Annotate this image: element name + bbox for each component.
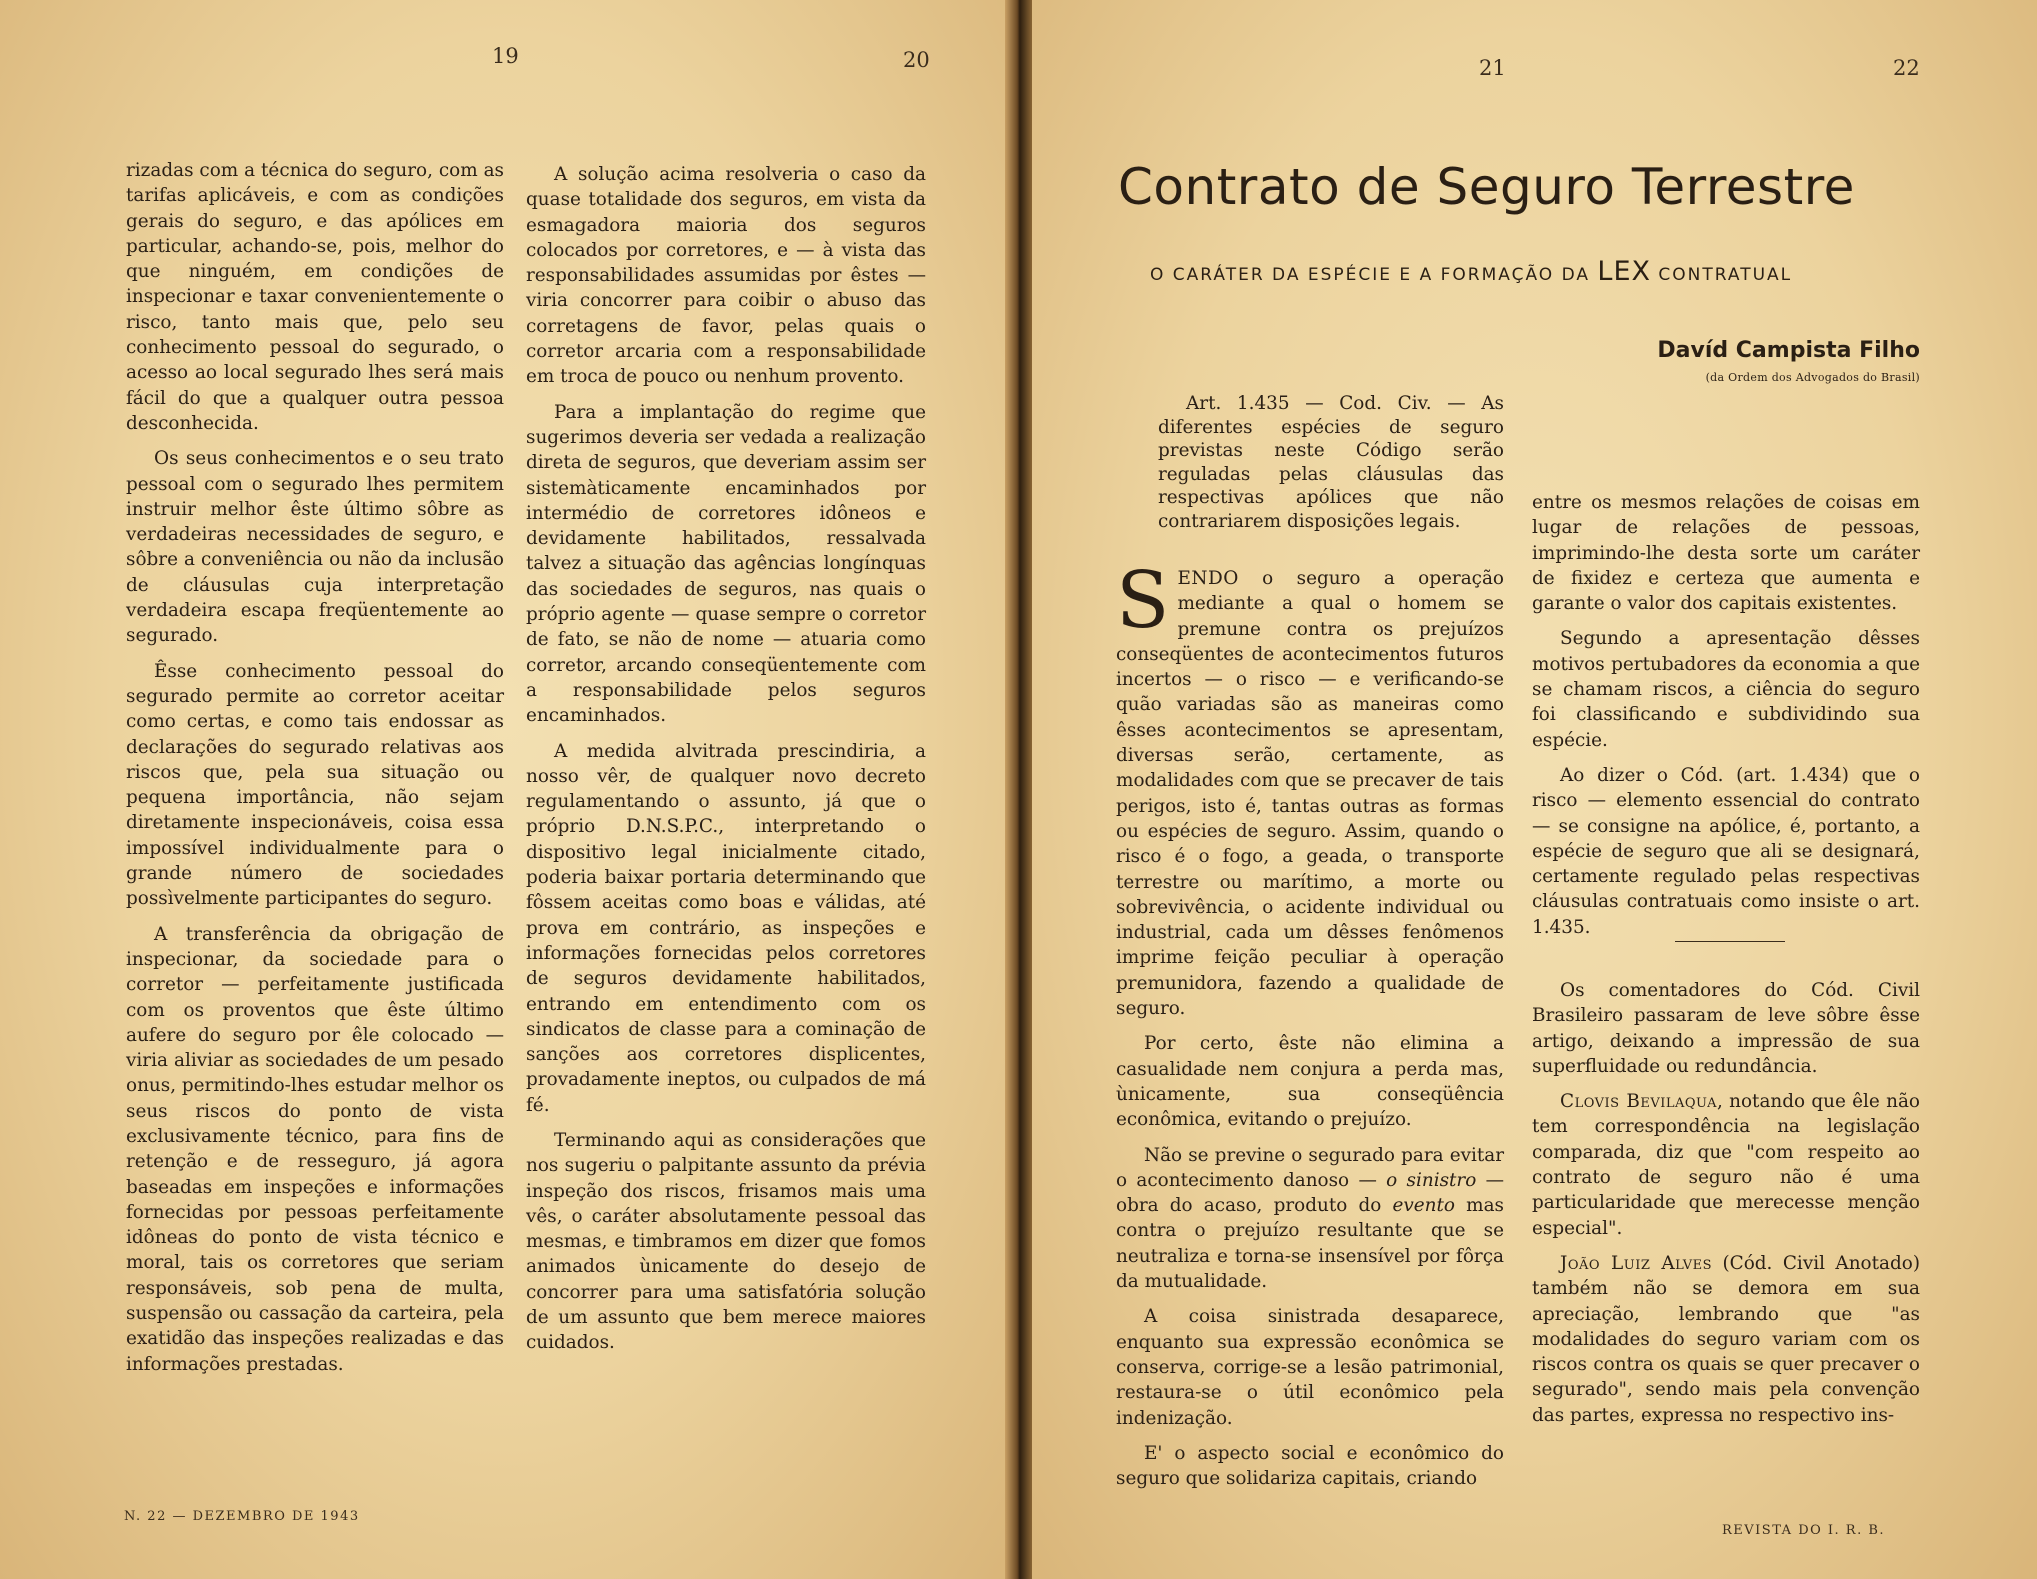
page-22-column-bottom [1532, 978, 1920, 1438]
paragraph [1116, 556, 1504, 1021]
author-affiliation: (da Ordem dos Advogados do Brasil) [1705, 371, 1920, 384]
author-name: João Luiz Alves [1560, 1252, 1712, 1274]
italic-term: evento [1392, 1195, 1455, 1217]
italic-term: o sinistro [1386, 1169, 1477, 1191]
footer-issue: N. 22 — DEZEMBRO DE 1943 [124, 1509, 360, 1524]
page-number-22: 22 [1893, 56, 1920, 80]
paragraph: Segundo a apresentação dêsses motivos pertubadores da economia a que se chamam riscos, a ciência do seguro foi classificando e subdividindo sua espécie. [1532, 628, 1920, 751]
small-caps-lead: ENDO [1177, 568, 1239, 589]
page-number-20: 20 [903, 48, 930, 72]
page-number-19: 19 [492, 44, 519, 68]
paragraph: Ao dizer o Cód. (art. 1.434) que o risco — elemento essencial do contrato — se consigne na apólice, é, portanto, a espécie de seguro que ali se designará, certamente regulado pelas respectivas cláusulas contratuais como insiste o art. 1.435. [1532, 764, 1920, 938]
section-divider [1675, 941, 1785, 942]
page-20-column [526, 162, 926, 1366]
subtitle-text: O CARÁTER DA ESPÉCIE E A FORMAÇÃO DA [1150, 265, 1590, 285]
subtitle-text-end: CONTRATUAL [1658, 265, 1793, 285]
paragraph-text: , notando que êle não tem correspondência na legislação comparada, diz que "com respeito ao contrato de seguro não é uma particularidade que merecesse menção especial". [1532, 1091, 1920, 1239]
paragraph: Terminando aqui as considerações que nos sugeriu o palpitante assunto da prévia inspeção dos riscos, frisamos mais uma vês, o caráter absolutamente pessoal das mesmas, e timbramos em dizer que fomos animados ùnicamente do desejo de concorrer para uma satisfatória solução de um assunto que bem merece maiores cuidados. [526, 1129, 926, 1354]
paragraph: A coisa sinistrada desaparece, enquanto sua expressão econômica se conserva, corrige-se a lesão patrimonial, restaura-se o útil econômico pela indenização. [1116, 1306, 1504, 1429]
book-spine [1005, 0, 1032, 1579]
paragraph: E' o aspecto social e econômico do seguro que solidariza capitais, criando [1116, 1442, 1504, 1490]
drop-cap: S [1116, 556, 1170, 646]
paragraph-text: Não se previne o segurado para evitar o acontecimento danoso — [1116, 1144, 1504, 1191]
epigraph-text: Art. 1.435 — Cod. Civ. — As diferentes espécies de seguro previstas neste Código serão reguladas pelas cláusulas das respectivas apólices que não contrariarem disposições legais. [1158, 393, 1504, 532]
paragraph: entre os mesmos relações de coisas em lugar de relações de pessoas, imprimindo-lhe desta sorte um caráter de fixidez e certeza que aumenta e garante o valor dos capitais existentes. [1532, 492, 1920, 615]
paragraph-text: — obra do acaso, produto do [1116, 1169, 1504, 1217]
paragraph-text: o seguro a operação mediante a qual o homem se premune contra os prejuízos conseqüentes de acontecimentos futuros incertos — o risco — e verificando-se quão variadas são as maneiras como êsses acontecimentos se apresentam, diversas serão, certamente, as modalidades com que se precaver de tais perigos, isto é, tantas outras as formas ou espécies de seguro. Assim, quando o risco é o fogo, a geada, o transporte terrestre ou marítimo, a morte ou sobrevivência, o acidente individual ou industrial, cada um dêsses fenômenos imprime feição peculiar à operação premunidora, fazendo a qualidade de seguro. [1116, 568, 1504, 1020]
page-19-column [126, 158, 504, 1387]
paragraph: A transferência da obrigação de inspecionar, da sociedade para o corretor — perfeitamente justificada com os proventos que êste último aufere do seguro por êle colocado — viria aliviar as sociedades de um pesado onus, permitindo-lhes estudar melhor os seus riscos do ponto de vista exclusivamente técnico, para fins de retenção e de resseguro, já agora baseadas em inspeções e informações fornecidas por pessoas perfeitamente idôneas do ponto de vista técnico e moral, tais os corretores que seriam responsáveis, sob pena de multa, suspensão ou cassação da carteira, pela exatidão das inspeções realizadas e das informações prestadas. [126, 923, 504, 1375]
paragraph: A solução acima resolveria o caso da quase totalidade dos seguros, em vista da esmagadora maioria dos seguros colocados por corretores, e — à vista das responsabilidades assumidas por êstes — viria concorrer para coibir o abuso das corretagens de favor, pelas quais o corretor arcaria com a responsabilidade em troca de pouco ou nenhum provento. [526, 164, 926, 388]
paragraph: Os comentadores do Cód. Civil Brasileiro passaram de leve sôbre êsse artigo, deixando a impressão de sua superfluidade ou redundância. [1532, 980, 1920, 1077]
epigraph [1158, 392, 1504, 533]
paragraph [1532, 1089, 1920, 1241]
footer-journal: REVISTA DO I. R. B. [1722, 1523, 1886, 1538]
paragraph [1532, 1251, 1920, 1428]
paragraph: rizadas com a técnica do seguro, com as tarifas aplicáveis, e com as condições gerais do seguro, e das apólices em particular, achando-se, pois, melhor do que ninguém, em condições de inspecionar e taxar convenientemente o risco, tanto mais que, pelo seu conhecimento pessoal do segurado, o acesso ao local segurado lhes será mais fácil do que a qualquer outra pessoa desconhecida. [126, 160, 504, 434]
subtitle-lex: LEX [1597, 256, 1652, 287]
paragraph-text: mas contra o prejuízo resultante que se neutraliza e torna-se insensível por fôrça da mutualidade. [1116, 1195, 1504, 1293]
article-title: Contrato de Seguro Terrestre [1118, 158, 1855, 216]
author-name: Clovis Bevilaqua [1560, 1091, 1717, 1113]
paragraph: Êsse conhecimento pessoal do segurado permite ao corretor aceitar como certas, e como tais endossar as declarações do segurado relativas aos riscos que, pela sua situação ou pequena importância, não sejam diretamente inspecionáveis, coisa essa impossível individualmente para o grande número de sociedades possìvelmente participantes do seguro. [126, 660, 504, 910]
paragraph: Por certo, êste não elimina a casualidade nem conjura a perda mas, ùnicamente, sua conseqüência econômica, evitando o prejuízo. [1116, 1033, 1504, 1131]
page-22-column-top [1532, 490, 1920, 950]
article-subtitle [1150, 256, 1890, 287]
article-author: Davíd Campista Filho [1657, 338, 1920, 363]
paragraph-text: (Cód. Civil Anotado) também não se demora em sua apreciação, lembrando que "as modalidades do seguro variam com os riscos contra os quais se quer precaver o segurado", sendo mais pela convenção das partes, expressa no respectivo ins- [1532, 1252, 1920, 1426]
paragraph: Para a implantação do regime que sugerimos deveria ser vedada a realização direta de seguros, que deveriam assim ser sistemàticamente encaminhados por intermédio de corretores idôneos e devidamente habilitados, ressalvada talvez a situação das agências longínquas das sociedades de seguros, nas quais o próprio agente — quase sempre o corretor de fato, se não de nome — atuaria como corretor, arcando conseqüentemente com a responsabilidade pelos seguros encaminhados. [526, 401, 926, 727]
page-21-column [1116, 556, 1504, 1501]
paragraph: A medida alvitrada prescindiria, a nosso vêr, de qualquer novo decreto regulamentando o assunto, já que o próprio D.N.S.P.C., interpretando o dispositivo legal inicialmente citado, poderia baixar portaria determinando que fôssem aceitas como boas e válidas, até prova em contrário, as inspeções e informações fornecidas pelos corretores de seguros devidamente habilitados, entrando em entendimento com os sindicatos de classe para a cominação de sanções aos corretores displicentes, provadamente ineptos, ou culpados de má fé. [526, 740, 926, 1116]
page-number-21: 21 [1479, 56, 1506, 80]
paragraph: Os seus conhecimentos e o seu trato pessoal com o segurado lhes permitem instruir melhor êste último sôbre as verdadeiras necessidades de seguro, e sôbre a conveniência ou não da inclusão de cláusulas cuja interpretação verdadeira escapa freqüentemente ao segurado. [126, 448, 504, 647]
paragraph [1116, 1143, 1504, 1295]
